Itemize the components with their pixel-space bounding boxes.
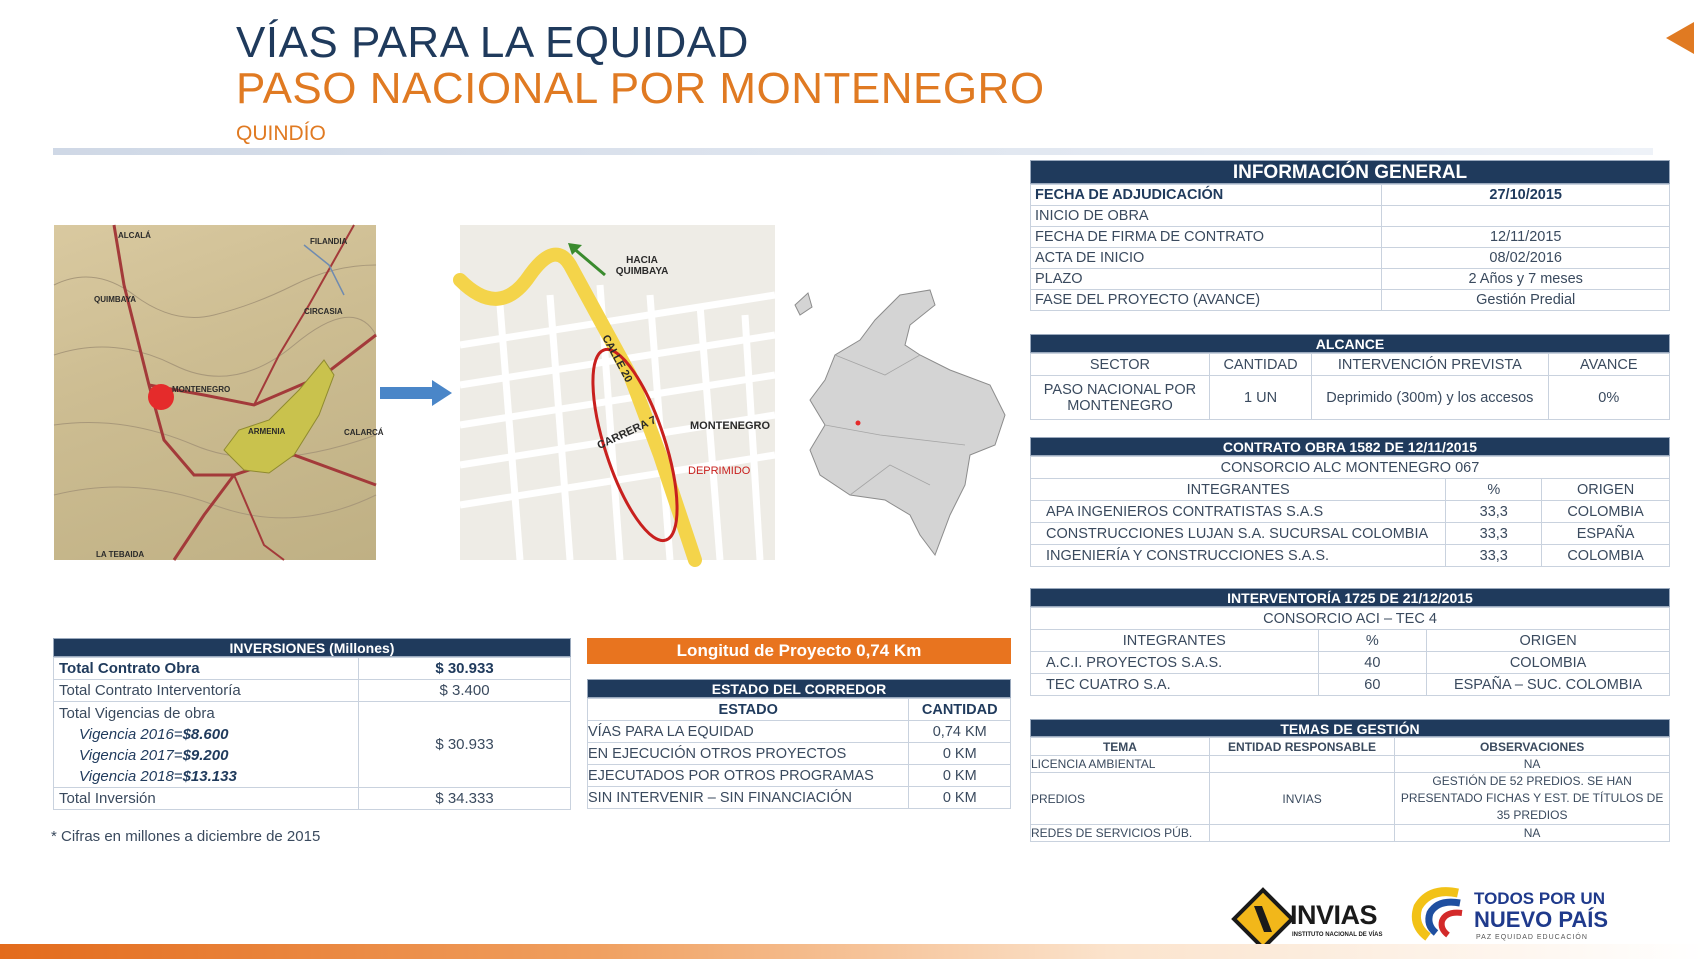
info-value: 08/02/2016 (1382, 248, 1670, 269)
map-label-circasia: CIRCASIA (304, 307, 343, 316)
map-label-calle-20: CALLE 20 (599, 333, 635, 385)
investment-value: $ 30.933 (359, 658, 571, 680)
colombia-map (790, 285, 1015, 560)
column-header: ESTADO (588, 699, 909, 721)
table-cell: 0 KM (909, 765, 1011, 787)
table-row (1031, 290, 1670, 311)
back-arrow-icon[interactable] (1666, 22, 1694, 54)
column-header: ORIGEN (1427, 630, 1670, 652)
page-subtitle: PASO NACIONAL POR MONTENEGRO (236, 64, 1045, 113)
region-label: QUINDÍO (236, 122, 326, 145)
map-label-la-tebaida: LA TEBAIDA (96, 550, 145, 559)
footnote: * Cifras en millones a diciembre de 2015 (51, 828, 321, 845)
vigencia-label: Vigencia 2017= (79, 746, 183, 764)
table-cell: 33,3 (1446, 545, 1542, 567)
investment-label: Total Contrato Interventoría (54, 680, 359, 702)
colombia-flag-mark-icon (1410, 885, 1468, 945)
page-title: VÍAS PARA LA EQUIDAD (236, 18, 749, 67)
contract-panel (1030, 437, 1670, 567)
vigencia-value: $13.133 (182, 767, 237, 785)
table-row (54, 702, 571, 788)
info-label: ACTA DE INICIO (1031, 248, 1382, 269)
info-value (1382, 206, 1670, 227)
column-header: % (1318, 630, 1427, 652)
table-cell: ESPAÑA (1542, 523, 1670, 545)
map-label-carrera-7: CARRERA 7 (595, 414, 659, 452)
column-header: % (1446, 479, 1542, 501)
pais-line1: TODOS POR UN (1474, 889, 1605, 908)
table-cell: 33,3 (1446, 523, 1542, 545)
table-row (588, 765, 1011, 787)
investment-value: $ 30.933 (359, 702, 571, 788)
bottom-accent-bar (0, 944, 1705, 959)
corridor-status-panel (587, 679, 1011, 809)
table-cell: INVIAS (1209, 773, 1394, 825)
general-info-panel (1030, 160, 1670, 311)
table-cell: COLOMBIA (1427, 652, 1670, 674)
table-cell: GESTIÓN DE 52 PREDIOS. SE HAN PRESENTADO FICHAS Y EST. DE TÍTULOS DE 35 PREDIOS (1395, 773, 1670, 825)
table-cell: COLOMBIA (1542, 501, 1670, 523)
table-cell: 0% (1548, 376, 1669, 420)
vigencia-label: Vigencia 2018= (79, 767, 183, 785)
investment-label: Total Inversión (54, 788, 359, 810)
info-value: 2 Años y 7 meses (1382, 269, 1670, 290)
table-cell: VÍAS PARA LA EQUIDAD (588, 721, 909, 743)
contract-table (1030, 456, 1670, 567)
column-header: INTEGRANTES (1031, 630, 1319, 652)
column-header: SECTOR (1031, 354, 1210, 376)
map-label-armenia: ARMENIA (248, 427, 286, 436)
table-cell: 0 KM (909, 787, 1011, 809)
info-label: FECHA DE FIRMA DE CONTRATO (1031, 227, 1382, 248)
vigencia-item (59, 724, 353, 745)
map-label-montenegro: MONTENEGRO (172, 385, 231, 394)
nuevo-pais-logo (1410, 885, 1610, 949)
management-topics-title: TEMAS DE GESTIÓN (1030, 719, 1670, 737)
table-header-row (1031, 738, 1670, 756)
table-cell: ESPAÑA – SUC. COLOMBIA (1427, 674, 1670, 696)
map-label-alcala: ALCALÁ (118, 231, 151, 240)
title-divider (53, 148, 1653, 155)
table-row (54, 788, 571, 810)
table-cell: EN EJECUCIÓN OTROS PROYECTOS (588, 743, 909, 765)
table-cell (1209, 825, 1394, 842)
corridor-status-title: ESTADO DEL CORREDOR (587, 679, 1011, 698)
investment-value: $ 34.333 (359, 788, 571, 810)
investment-value: $ 3.400 (359, 680, 571, 702)
table-header-row (1031, 354, 1670, 376)
table-row (1031, 248, 1670, 269)
table-row (54, 680, 571, 702)
table-row (1031, 756, 1670, 773)
consortium-name: CONSORCIO ACI – TEC 4 (1031, 608, 1670, 630)
oversight-panel (1030, 588, 1670, 696)
table-cell: APA INGENIEROS CONTRATISTAS S.A.S (1031, 501, 1446, 523)
investments-table (53, 657, 571, 810)
management-topics-table (1030, 737, 1670, 842)
table-row (1031, 674, 1670, 696)
column-header: TEMA (1031, 738, 1210, 756)
info-label: FECHA DE ADJUDICACIÓN (1031, 185, 1382, 206)
table-cell: 0 KM (909, 743, 1011, 765)
table-cell: A.C.I. PROYECTOS S.A.S. (1031, 652, 1319, 674)
table-row (1031, 185, 1670, 206)
investment-label: Total Contrato Obra (54, 658, 359, 680)
column-header: AVANCE (1548, 354, 1669, 376)
vigencia-item (59, 745, 353, 766)
oversight-title: INTERVENTORÍA 1725 DE 21/12/2015 (1030, 588, 1670, 607)
regional-map (54, 225, 384, 560)
table-row (588, 787, 1011, 809)
table-cell: 60 (1318, 674, 1427, 696)
column-header: INTERVENCIÓN PREVISTA (1312, 354, 1548, 376)
table-header-row (1031, 630, 1670, 652)
invias-mark-icon (1232, 888, 1294, 950)
general-info-title: INFORMACIÓN GENERAL (1030, 160, 1670, 184)
table-cell: SIN INTERVENIR – SIN FINANCIACIÓN (588, 787, 909, 809)
table-cell: CONSTRUCCIONES LUJAN S.A. SUCURSAL COLOMBIA (1031, 523, 1446, 545)
column-header: CANTIDAD (1209, 354, 1311, 376)
table-cell (1209, 756, 1394, 773)
corridor-status-table (587, 698, 1011, 809)
table-cell: COLOMBIA (1542, 545, 1670, 567)
column-header: ENTIDAD RESPONSABLE (1209, 738, 1394, 756)
table-cell: PASO NACIONAL POR MONTENEGRO (1031, 376, 1210, 420)
pais-line2: NUEVO PAÍS (1474, 907, 1609, 932)
oversight-table (1030, 607, 1670, 696)
table-row (1031, 825, 1670, 842)
general-info-table (1030, 184, 1670, 311)
table-row (1031, 206, 1670, 227)
city-map (460, 225, 775, 560)
table-row (1031, 652, 1670, 674)
scope-title: ALCANCE (1030, 334, 1670, 353)
table-row (1031, 608, 1670, 630)
table-header-row (1031, 479, 1670, 501)
table-row (1031, 376, 1670, 420)
table-row (1031, 773, 1670, 825)
map-label-hacia-quimbaya: HACIA QUIMBAYA (615, 255, 669, 277)
info-value: Gestión Predial (1382, 290, 1670, 311)
column-header: OBSERVACIONES (1395, 738, 1670, 756)
table-cell: 40 (1318, 652, 1427, 674)
table-cell: EJECUTADOS POR OTROS PROGRAMAS (588, 765, 909, 787)
investments-title: INVERSIONES (Millones) (53, 638, 571, 657)
table-cell: INGENIERÍA Y CONSTRUCCIONES S.A.S. (1031, 545, 1446, 567)
vigencia-value: $8.600 (182, 725, 229, 743)
table-cell: 1 UN (1209, 376, 1311, 420)
table-row (588, 721, 1011, 743)
table-cell: 0,74 KM (909, 721, 1011, 743)
column-header: INTEGRANTES (1031, 479, 1446, 501)
info-value: 27/10/2015 (1382, 185, 1670, 206)
vigencias-cell (54, 702, 359, 788)
table-row (54, 658, 571, 680)
map-label-filandia: FILANDIA (310, 237, 348, 246)
table-header-row (588, 699, 1011, 721)
map-label-calarca: CALARCÁ (344, 428, 384, 437)
table-cell: PREDIOS (1031, 773, 1210, 825)
scope-table (1030, 353, 1670, 420)
table-cell: Deprimido (300m) y los accesos (1312, 376, 1548, 420)
vigencia-item (59, 766, 353, 787)
info-value: 12/11/2015 (1382, 227, 1670, 248)
map-label-deprimido: DEPRIMIDO (688, 465, 751, 477)
table-row (1031, 457, 1670, 479)
table-cell: 33,3 (1446, 501, 1542, 523)
vigencias-label: Total Vigencias de obra (59, 704, 215, 722)
table-row (1031, 501, 1670, 523)
scope-panel (1030, 334, 1670, 420)
arrow-right-icon (380, 380, 452, 406)
table-cell: TEC CUATRO S.A. (1031, 674, 1319, 696)
table-row (1031, 227, 1670, 248)
invias-logo (1232, 888, 1390, 950)
contract-title: CONTRATO OBRA 1582 DE 12/11/2015 (1030, 437, 1670, 456)
table-row (1031, 545, 1670, 567)
vigencia-label: Vigencia 2016= (79, 725, 183, 743)
table-row (1031, 269, 1670, 290)
vigencia-value: $9.200 (182, 746, 229, 764)
table-cell: NA (1395, 756, 1670, 773)
table-cell: LICENCIA AMBIENTAL (1031, 756, 1210, 773)
table-cell: REDES DE SERVICIOS PÚB. (1031, 825, 1210, 842)
table-cell: NA (1395, 825, 1670, 842)
management-topics-panel (1030, 719, 1670, 842)
column-header: ORIGEN (1542, 479, 1670, 501)
consortium-name: CONSORCIO ALC MONTENEGRO 067 (1031, 457, 1670, 479)
info-label: FASE DEL PROYECTO (AVANCE) (1031, 290, 1382, 311)
investments-panel (53, 638, 571, 810)
table-row (588, 743, 1011, 765)
pais-line3: PAZ EQUIDAD EDUCACIÓN (1476, 934, 1588, 941)
invias-name: INVIAS (1290, 900, 1378, 930)
table-row (1031, 523, 1670, 545)
invias-subtitle: INSTITUTO NACIONAL DE VÍAS (1292, 932, 1383, 938)
map-label-quimbaya: QUIMBAYA (94, 295, 137, 304)
info-label: INICIO DE OBRA (1031, 206, 1382, 227)
project-length-banner: Longitud de Proyecto 0,74 Km (587, 638, 1011, 664)
info-label: PLAZO (1031, 269, 1382, 290)
map-label-montenegro-town: MONTENEGRO (690, 420, 771, 432)
column-header: CANTIDAD (909, 699, 1011, 721)
